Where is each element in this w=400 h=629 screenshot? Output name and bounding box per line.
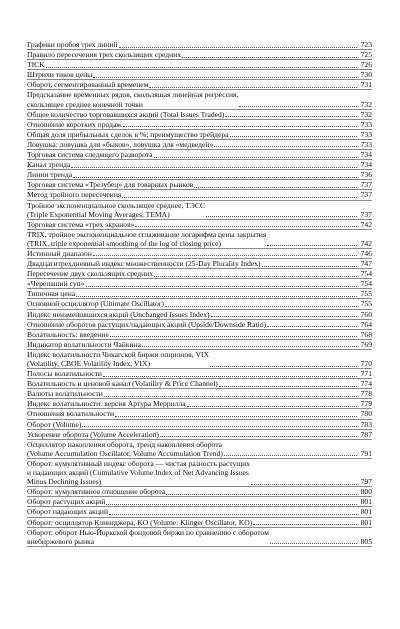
toc-entry-page: 734 [360,150,372,160]
toc-entry [27,170,372,180]
toc-entry-title: Валюты волатильности [27,389,103,399]
dot-leader [109,514,357,515]
toc-row [27,310,372,320]
toc-row [27,389,372,399]
toc-row [27,90,372,109]
toc-row [27,487,372,497]
toc-entry [27,190,372,200]
toc-entry-page: 755 [360,299,372,309]
toc-row [27,60,372,70]
toc-entry-page: 778 [360,389,372,399]
toc-entry-page: 769 [360,339,372,349]
toc-entry-title: Отношение оборотов растущих/падающих акций (Upside/Downside Ratio) [27,319,267,329]
toc-row [27,459,372,487]
dot-leader [71,167,357,168]
toc-entry-page: 754 [360,279,372,289]
toc-entry-page: 770 [360,359,372,368]
dot-leader [76,296,357,297]
dot-leader [251,484,357,485]
toc-entry [27,379,372,389]
toc-row [27,50,372,60]
dot-leader [73,177,357,178]
toc-row [27,340,372,350]
toc-entry-title: Графики пробоя трех линий [27,40,118,49]
toc-entry [27,507,372,517]
toc-entry-page: 731 [360,80,372,90]
toc-entry [27,269,372,279]
toc-entry-page: 725 [360,50,372,60]
dot-leader [194,187,357,188]
toc-entry-page: 774 [360,379,372,389]
toc-row [27,320,372,330]
toc-entry [27,80,372,90]
toc-row [27,40,372,50]
toc-entry-page: 732 [360,109,372,119]
toc-entry-page: 733 [360,139,372,149]
toc-entry [27,50,372,60]
table-of-contents [27,40,372,547]
toc-entry-page: 797 [360,477,372,487]
dot-leader [86,286,357,287]
toc-row [27,430,372,440]
toc-entry-title: Общая доля прибыльных сделок в %; преимущество трейдера [27,129,229,139]
toc-entry-page: 746 [360,248,372,258]
toc-row [27,507,372,517]
toc-entry [27,487,372,497]
dot-leader [142,346,357,347]
toc-row [27,269,372,279]
toc-entry-page: 791 [360,448,372,458]
toc-entry-title: Канал тренда [27,160,71,170]
toc-entry-page: 737 [360,190,372,200]
dot-leader [219,386,357,387]
toc-row [27,279,372,289]
toc-row [27,120,372,130]
toc-row [27,70,372,80]
dot-leader [93,77,357,78]
toc-entry-title: Тройное экспоненциальное скользящее среднее, ТЭСС (Triple Exponential Moving Averages, TEMA) [27,200,206,219]
toc-entry [27,518,372,528]
toc-entry [27,497,372,507]
toc-entry-title: Истинный диапазон [27,248,92,258]
dot-leader [214,146,357,147]
dot-leader [166,494,357,495]
dot-leader [211,316,357,317]
dot-leader [106,504,357,505]
toc-entry-title: Линии тренда [27,170,73,180]
toc-row [27,369,372,379]
toc-entry-title: Пересечение двух скользящих средних [27,269,154,279]
toc-entry-page: 800 [360,487,372,497]
toc-entry [27,459,372,487]
toc-entry-page: 764 [360,319,372,329]
toc-row [27,379,372,389]
toc-entry-title: Индекс неизменившихся акций (Unchanged Issues Index) [27,309,210,319]
dot-leader [225,116,357,117]
toc-entry-page: 747 [360,259,372,269]
toc-entry-title: Оборот, сегментированный временем [27,80,149,90]
toc-entry-title: Типичная цена [27,289,76,299]
toc-entry-page: 734 [360,160,372,170]
toc-row [27,409,372,419]
toc-entry-title: TRIX, тройное экспоненциальное сглаживание логарифма цены закрытия (TRIX, triple exponential smoothing of the log of closing price) [27,229,267,248]
toc-row [27,440,372,459]
dot-leader [103,376,357,377]
toc-row [27,420,372,430]
toc-entry-title: Торговая система «трех экранов» [27,219,135,229]
dot-leader [224,455,357,456]
toc-row [27,150,372,160]
toc-entry-page: 801 [360,507,372,517]
toc-row [27,350,372,369]
toc-entry [27,259,372,269]
toc-entry-title: Оборот (Volume) [27,419,82,429]
toc-entry-title: Оборот: оборот Нью-Йоркской фондовой биржи по сравнению с оборотом внебиржевого рынка [27,527,269,546]
toc-entry-page: 787 [360,429,372,439]
toc-entry-page: 730 [360,70,372,80]
toc-entry-title: Оборот: осциллятор Клингджера, KO (Volume: Klinger Oscillator, KO) [27,517,253,527]
dot-leader [135,226,357,227]
toc-row [27,80,372,90]
toc-row [27,259,372,269]
toc-entry [27,120,372,130]
dot-leader [46,67,357,68]
toc-entry-title: Торговая система «Трезубец» для товарных рынков [27,180,194,190]
toc-entry [27,279,372,289]
dot-leader [270,543,357,544]
toc-row [27,399,372,409]
toc-entry [27,90,372,109]
dot-leader [119,47,358,48]
toc-entry-title: Оборот падающих акций [27,507,109,517]
toc-entry-title: Ускорение оборота (Volume Acceleration) [27,429,159,439]
toc-entry-page: 760 [360,309,372,319]
toc-entry-title: Ловушка: ловушка для «быков», ловушка для «медведей» [27,139,214,149]
dot-leader [104,396,357,397]
toc-entry-page: 771 [360,369,372,379]
dot-leader [230,136,357,137]
toc-entry-page: 733 [360,119,372,129]
toc-row [27,190,372,200]
toc-entry-title: «Черепаший суп» [27,279,85,289]
toc-entry-title: TICK [27,60,45,70]
toc-entry-title: Оборот растущих акций [27,497,106,507]
toc-row [27,180,372,190]
toc-row [27,130,372,140]
dot-leader [115,416,357,417]
toc-entry [27,180,372,190]
toc-entry-title: Осциллятор накопления оборота, тренд накопления оборота (Volume Accumulation Oscillator, Volume Accumulation Trend) [27,439,223,458]
toc-row [27,110,372,120]
toc-entry [27,160,372,170]
toc-entry-title: Правило пересечения трех скользящих средних [27,50,182,60]
toc-entry-page: 801 [360,517,372,527]
toc-entry-page: 755 [360,289,372,299]
toc-row [27,528,372,547]
toc-entry-page: 783 [360,419,372,429]
dot-leader [110,336,357,337]
dot-leader [262,266,357,267]
dot-leader [154,276,357,277]
toc-row [27,497,372,507]
toc-entry-title: Общее количество торговавшихся акций (Total Issues Traded) [27,109,225,119]
toc-entry-page: 736 [360,170,372,180]
toc-row [27,220,372,230]
toc-entry-page: 742 [360,219,372,229]
toc-entry-page: 780 [360,409,372,419]
toc-entry [27,389,372,399]
toc-row [27,201,372,220]
dot-leader [187,406,357,407]
dot-leader [253,524,357,525]
toc-entry [27,528,372,547]
toc-entry-page: 737 [360,180,372,190]
toc-entry [27,369,372,379]
dot-leader [149,87,357,88]
toc-entry [27,409,372,419]
toc-entry-title: Индикатор волатильности Чайкина [27,339,142,349]
toc-entry [27,230,372,249]
toc-entry-title: Отношения волатильности [27,409,115,419]
toc-entry [27,340,372,350]
toc-entry [27,289,372,299]
toc-row [27,249,372,259]
dot-leader [267,245,357,246]
dot-leader [123,126,357,127]
toc-entry-title: Волатильность: введение [27,329,109,339]
toc-entry-page: 723 [360,40,372,49]
dot-leader [82,426,357,427]
toc-row [27,170,372,180]
toc-row [27,330,372,340]
toc-entry [27,440,372,459]
toc-entry-title: Торговая система следящего разворота [27,150,153,160]
dot-leader [122,197,357,198]
toc-entry-page: 726 [360,60,372,70]
toc-entry-title: Штрихи тиков цены [27,70,93,80]
toc-entry-title: Метод тройного пересечения [27,190,122,200]
toc-entry [27,220,372,230]
toc-entry [27,60,372,70]
toc-row [27,160,372,170]
toc-entry [27,430,372,440]
toc-entry-title: Основной осциллятор (Ultimate Oscillator) [27,299,164,309]
toc-entry [27,140,372,150]
toc-entry-page: 805 [360,536,372,546]
toc-entry [27,350,372,369]
toc-entry [27,299,372,309]
toc-row [27,140,372,150]
toc-entry-title: Индекс волатильности: версия Артура Меррилла [27,399,186,409]
toc-entry-title: Волатильность и ценовой канал (Volatility & Price Channel) [27,379,218,389]
toc-entry-page: 737 [360,209,372,219]
toc-entry-title: Оборот: кумулятивное отношение оборота [27,487,166,497]
toc-entry [27,150,372,160]
toc-row [27,230,372,249]
toc-entry [27,70,372,80]
toc-entry [27,201,372,220]
toc-entry [27,320,372,330]
toc-entry-title: Двадцатитрехдневный индекс множественности (25-Day Plurality Index) [27,259,261,269]
toc-entry-page: 754 [360,269,372,279]
dot-leader [160,436,357,437]
dot-leader [239,106,357,107]
dot-leader [154,157,357,158]
toc-entry [27,40,372,50]
toc-row [27,518,372,528]
dot-leader [267,326,357,327]
toc-entry-title: Оборот: кумулятивный индекс оборота — чистая разность растущих и падающих акций (Cumulative Volume Index of Net Advancing Issues Minus Declining Issues) [27,458,251,487]
toc-entry [27,249,372,259]
toc-entry-title: Полосы волатильности [27,369,102,379]
dot-leader [206,216,357,217]
toc-entry [27,310,372,320]
toc-entry [27,420,372,430]
dot-leader [93,255,357,256]
toc-entry-page: 768 [360,329,372,339]
dot-leader [165,306,357,307]
toc-entry-title: Предсказание временных рядов, скользящая линейная регрессия, скользящее среднее конечной точки [27,90,239,109]
toc-entry-page: 801 [360,497,372,507]
toc-entry-title: Отношение коротких продаж [27,119,122,129]
toc-entry-page: 732 [360,99,372,109]
toc-entry [27,130,372,140]
dot-leader [210,366,357,367]
toc-entry-page: 733 [360,129,372,139]
toc-entry-page: 742 [360,238,372,248]
toc-entry-page: 779 [360,399,372,409]
toc-entry [27,110,372,120]
toc-entry [27,330,372,340]
toc-entry-title: Индекс волатильности Чикагской биржи опционов, VIX (Volatility, CBOE Volatility Index, VIX) [27,349,210,368]
dot-leader [182,57,357,58]
toc-row [27,299,372,309]
toc-row [27,289,372,299]
toc-entry [27,399,372,409]
